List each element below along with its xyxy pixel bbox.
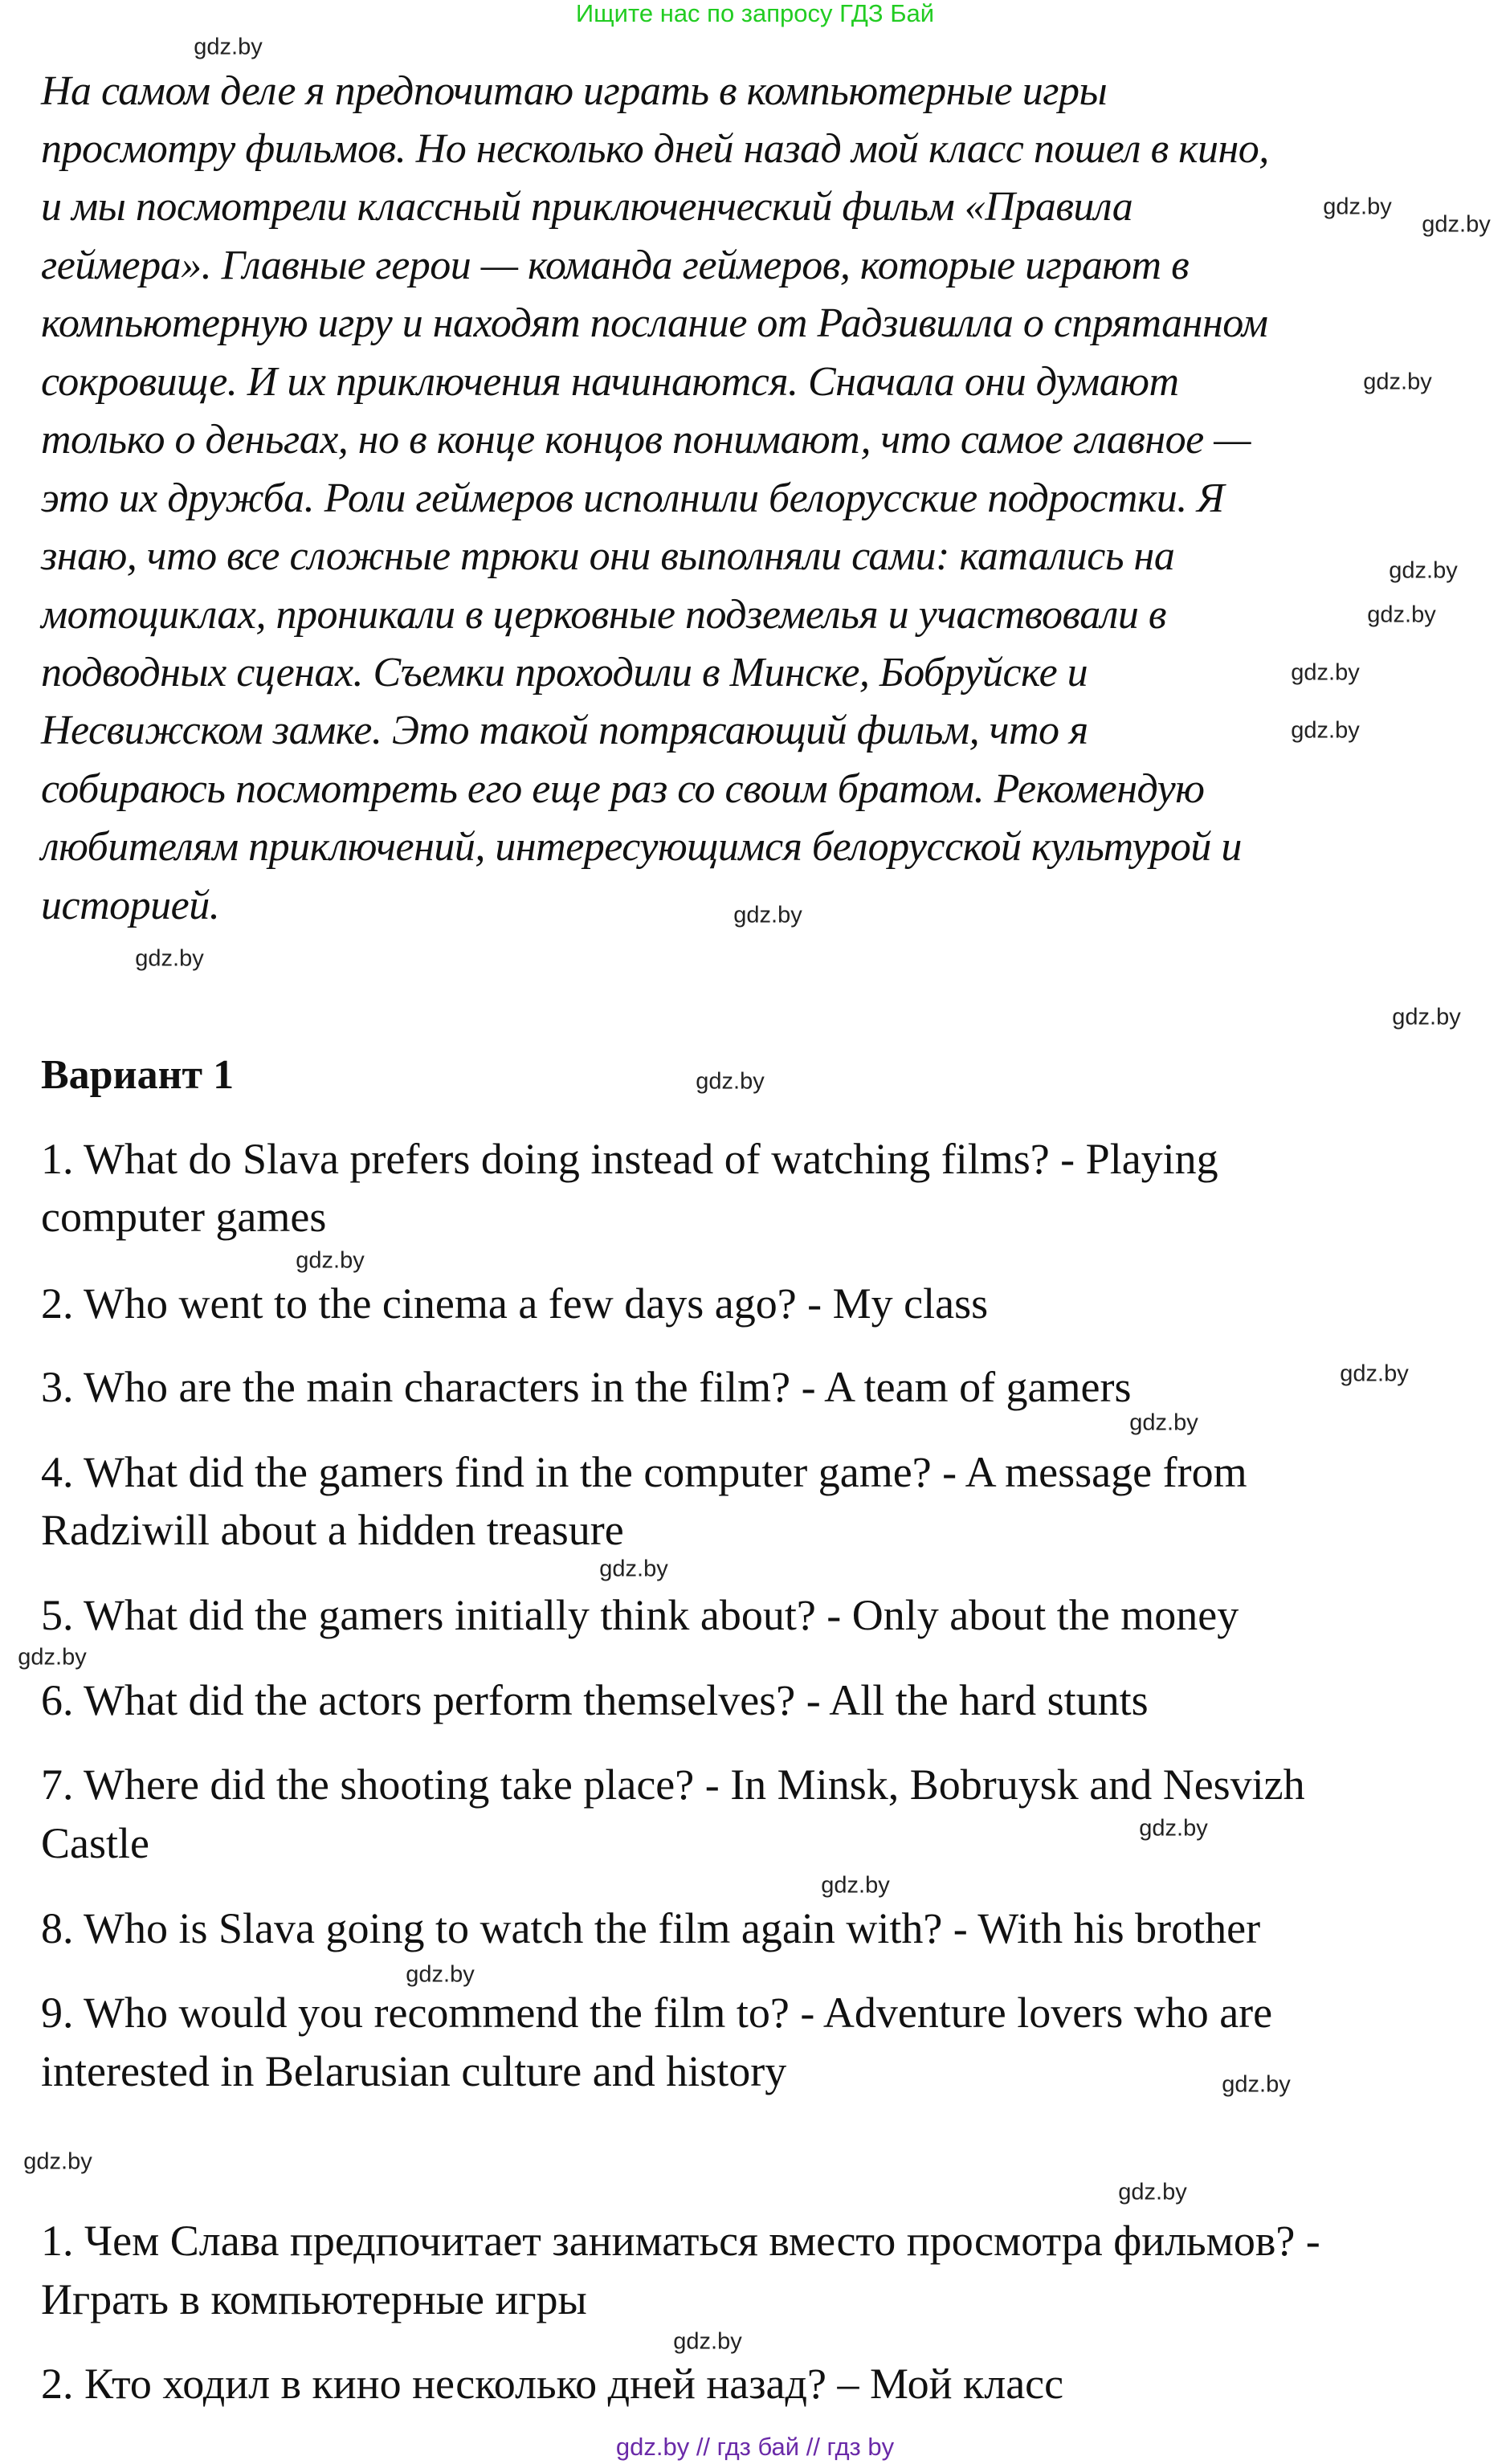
watermark: gdz.by: [23, 2148, 92, 2175]
text-line: подводных сценах. Съемки проходили в Минске, Бобруйске и: [41, 650, 1088, 696]
watermark: gdz.by: [1291, 717, 1360, 744]
answer-line: 1. What do Slava prefers doing instead of watching films? - Playing: [41, 1135, 1218, 1184]
watermark: gdz.by: [1363, 369, 1432, 395]
answer-line: Radziwill about a hidden treasure: [41, 1506, 624, 1555]
watermark: gdz.by: [696, 1068, 765, 1095]
watermark: gdz.by: [1340, 1361, 1409, 1387]
watermark: gdz.by: [406, 1961, 475, 1988]
watermark: gdz.by: [599, 1556, 668, 1582]
answer-line: 3. Who are the main characters in the film? - A team of gamers: [41, 1362, 1132, 1411]
watermark: gdz.by: [1367, 602, 1436, 628]
watermark: gdz.by: [135, 945, 204, 972]
text-line: Несвижском замке. Это такой потрясающий фильм, что я: [41, 708, 1088, 754]
watermark: gdz.by: [1389, 557, 1458, 584]
watermark: gdz.by: [296, 1247, 365, 1274]
answer-line: Castle: [41, 1818, 149, 1867]
text-line: компьютерную игру и находят послание от Радзивилла о спрятанном: [41, 300, 1268, 347]
watermark: gdz.by: [1291, 659, 1360, 686]
watermark: gdz.by: [1129, 1409, 1198, 1436]
text-line: любителям приключений, интересующимся белорусской культурой и: [41, 824, 1242, 871]
answer-line: 7. Where did the shooting take place? - In Minsk, Bobruysk and Nesvizh: [41, 1760, 1305, 1809]
text-line: историей.: [41, 882, 220, 928]
variant-heading: Вариант 1: [41, 1052, 235, 1099]
watermark: gdz.by: [194, 34, 263, 60]
text-line: только о деньгах, но в конце концов понимают, что самое главное —: [41, 417, 1251, 463]
answer-line: 6. What did the actors perform themselves? - All the hard stunts: [41, 1675, 1149, 1724]
watermark: gdz.by: [673, 2328, 742, 2355]
text-line: просмотру фильмов. Но несколько дней назад мой класс пошел в кино,: [41, 126, 1269, 172]
watermark: gdz.by: [1222, 2071, 1291, 2098]
answer-line: 9. Who would you recommend the film to? - Adventure lovers who are: [41, 1989, 1273, 2038]
search-banner: Ищите нас по запросу ГДЗ Бай: [575, 0, 935, 27]
watermark: gdz.by: [1392, 1004, 1461, 1030]
text-line: На самом деле я предпочитаю играть в компьютерные игры: [41, 67, 1108, 114]
text-line: мотоциклах, проникали в церковные подземелья и участвовали в: [41, 591, 1166, 638]
answer-line: 8. Who is Slava going to watch the film again with? - With his brother: [41, 1903, 1261, 1952]
ru-answer-line: 1. Чем Слава предпочитает заниматься вместо просмотра фильмов? -: [41, 2217, 1320, 2266]
text-line: сокровище. И их приключения начинаются. Сначала они думают: [41, 358, 1179, 405]
answer-line: 5. What did the gamers initially think about? - Only about the money: [41, 1590, 1239, 1639]
watermark: gdz.by: [1323, 194, 1392, 220]
answer-line: 4. What did the gamers find in the computer game? - A message from: [41, 1447, 1247, 1496]
ru-answer-line: 2. Кто ходил в кино несколько дней назад? – Мой класс: [41, 2360, 1064, 2409]
watermark: gdz.by: [821, 1872, 890, 1899]
watermark: gdz.by: [1118, 2179, 1187, 2205]
watermark: gdz.by: [733, 902, 802, 928]
text-line: знаю, что все сложные трюки они выполняли сами: катались на: [41, 533, 1175, 580]
text-line: геймера». Главные герои — команда геймеров, которые играют в: [41, 242, 1190, 288]
answer-line: computer games: [41, 1193, 327, 1242]
text-line: и мы посмотрели классный приключенческий фильм «Правила: [41, 184, 1133, 230]
footer-links[interactable]: gdz.by // гдз бай // гдз by: [615, 2433, 895, 2461]
watermark: gdz.by: [18, 1644, 87, 1671]
answer-line: interested in Belarusian culture and history: [41, 2046, 787, 2095]
watermark: gdz.by: [1422, 211, 1491, 238]
ru-answer-line: Играть в компьютерные игры: [41, 2274, 587, 2323]
answer-line: 2. Who went to the cinema a few days ago? - My class: [41, 1279, 989, 1328]
watermark: gdz.by: [1139, 1815, 1208, 1842]
text-line: это их дружба. Роли геймеров исполнили белорусские подростки. Я: [41, 475, 1224, 521]
text-line: собираюсь посмотреть его еще раз со своим братом. Рекомендую: [41, 765, 1205, 812]
